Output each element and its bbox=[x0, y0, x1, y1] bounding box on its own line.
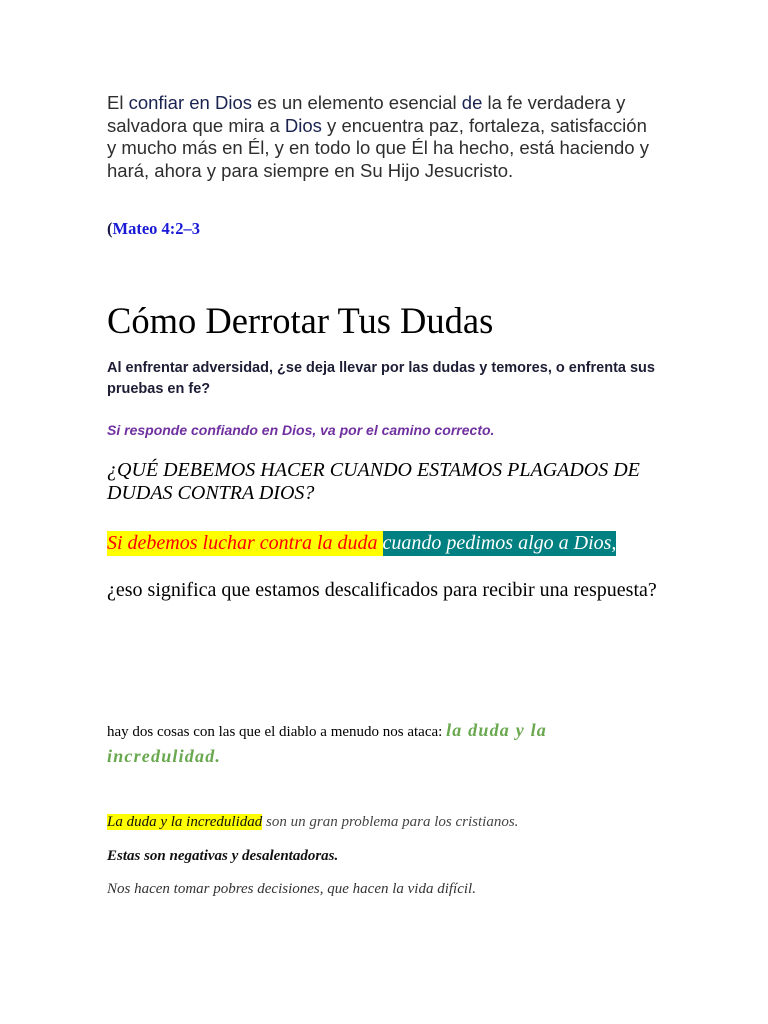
problem-rest: son un gran problema para los cristianos. bbox=[262, 814, 519, 830]
intro-text: es un elemento esencial bbox=[252, 92, 462, 113]
purple-answer: Si responde confiando en Dios, va por el camino correcto. bbox=[107, 422, 495, 438]
yellow-highlight-text: Si debemos luchar contra la duda bbox=[107, 532, 383, 554]
intro-text: El bbox=[107, 92, 129, 113]
follow-question: ¿eso significa que estamos descalificados para recibir una respuesta? bbox=[107, 579, 657, 601]
intro-text: salvadora que mira a bbox=[107, 114, 285, 136]
reference-open-paren: ( bbox=[107, 219, 113, 238]
teal-highlight-text: cuando pedimos algo a Dios, bbox=[382, 532, 617, 554]
intro-line-2 bbox=[107, 115, 649, 138]
link-de[interactable]: de bbox=[461, 92, 483, 113]
intro-line-1 bbox=[107, 92, 649, 115]
link-confiar-en-dios[interactable]: confiar en Dios bbox=[128, 92, 252, 113]
bold-question: Al enfrentar adversidad, ¿se deja llevar por las dudas y temores, o enfrenta sus pruebas en fe? bbox=[107, 360, 655, 397]
attack-emphasis: la duda y la incredulidad. bbox=[107, 720, 547, 766]
intro-text: y encuentra paz, fortaleza, satisfacción bbox=[321, 114, 647, 136]
caps-question: ¿QUÉ DEBEMOS HACER CUANDO ESTAMOS PLAGADOS DE DUDAS CONTRA DIOS? bbox=[107, 459, 640, 504]
link-dios[interactable]: Dios bbox=[284, 114, 322, 136]
attack-paragraph bbox=[107, 718, 627, 770]
problem-highlight: La duda y la incredulidad bbox=[107, 814, 263, 830]
intro-paragraph bbox=[107, 92, 649, 182]
highlighted-line bbox=[107, 531, 616, 556]
negative-line: Estas son negativas y desalentadoras. bbox=[107, 848, 339, 864]
page-title: Cómo Derrotar Tus Dudas bbox=[107, 300, 494, 341]
problem-line bbox=[107, 813, 518, 831]
intro-text: la fe verdadera y bbox=[482, 92, 626, 113]
attack-text: hay dos cosas con las que el diablo a menudo nos ataca: bbox=[107, 724, 447, 740]
scripture-reference bbox=[107, 219, 200, 239]
intro-line-4: hará, ahora y para siempre en Su Hijo Jesucristo. bbox=[107, 159, 514, 181]
reference-link-mateo[interactable]: Mateo 4:2–3 bbox=[112, 219, 201, 238]
decisions-line: Nos hacen tomar pobres decisiones, que hacen la vida difícil. bbox=[107, 881, 476, 897]
intro-line-3: y mucho más en Él, y en todo lo que Él ha hecho, está haciendo y bbox=[107, 137, 649, 159]
